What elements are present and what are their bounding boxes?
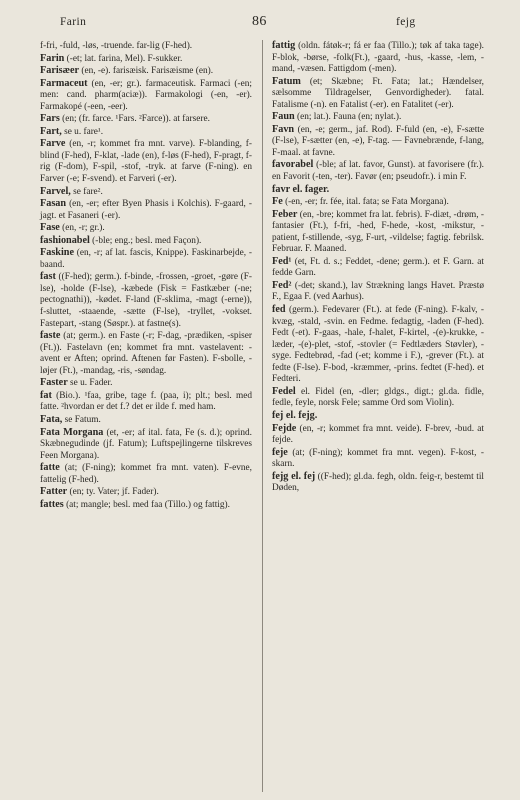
headword: Favn: [272, 123, 295, 135]
headword: Farmaceut: [40, 77, 88, 89]
dictionary-entry: [40, 126, 252, 139]
headword: fashionabel: [40, 234, 90, 246]
dictionary-entry: [40, 40, 252, 53]
dictionary-entry: [40, 377, 252, 390]
dictionary-entry: [40, 138, 252, 185]
definition-text: (en; lat.). Fauna (en; nylat.).: [294, 112, 402, 123]
headword: Fata,: [40, 413, 63, 425]
dictionary-entry: [272, 209, 484, 256]
dictionary-entry: [40, 113, 252, 126]
dictionary-entry: [272, 471, 484, 495]
headword: fat: [40, 389, 52, 401]
right-column: [272, 40, 484, 495]
headword: fejg el. fej: [272, 470, 316, 482]
headword: Farin: [40, 52, 65, 64]
definition-text: (at; germ.). en Faste (-r; F-dag, -prædiken, -spiser (Ft.)). Fastelavn (en; kommet fra mnt. vastelavent: -avent er Aften; oprind. Aftenen før Fasten). F-sbolle, -løjer (Ft.), -mandag, -ris, -søndag.: [40, 331, 252, 376]
definition-text: (oldn. fátøk-r; fá er faa (Tillo.); tøk af taka tage). F-blok, -børse, -folk(Ft.), -gaard, -hus, -kasse, -lem, -mand, -væsen. Fattigdom (-men).: [272, 41, 484, 75]
definition-text: (en, -r; kommet fra mnt. veide). F-brev, -bud. at fejde.: [272, 423, 484, 446]
definition-text: (at; (F-ning); kommet fra mnt. vegen). F-kost, -skarn.: [272, 447, 484, 470]
definition-text: (-ble; eng.; besl. med Façon).: [89, 235, 202, 246]
dictionary-entry: [272, 447, 484, 471]
dictionary-entry: [40, 427, 252, 463]
headword: fast: [40, 271, 56, 283]
definition-text: (en, -r; gr.).: [59, 223, 105, 234]
dictionary-entry: [272, 256, 484, 280]
page-number: 86: [252, 14, 267, 29]
definition-text: (en, -er; efter Byen Phasis i Kolchis). F-gaard, -jagt. et Fasaneri (-er).: [40, 199, 252, 221]
headword: favorabel: [272, 159, 314, 171]
headword: Fed²: [272, 279, 292, 291]
dictionary-entry: [272, 159, 484, 183]
dictionary-entry: [40, 222, 252, 235]
dictionary-entry: [40, 198, 252, 222]
definition-text: (en, -e; germ., jaf. Rod). F-fuld (en, -e), F-sætte (F-lse), F-sætter (en, -e), F-tag. — Favnebrænde, f-lang, F-maal. at favne.: [272, 124, 484, 158]
definition-text: (et, -er; af ital. fata, Fe (s. d.); oprind. Skæbnegudinde (jf. Fatum); Luftspejlingerne tilskreves Feen Morgana).: [40, 427, 252, 461]
definition-text: (-ble; af lat. favor, Gunst). at favorisere (fr.). en Favorit (-ten, -ter). Favør (en; pseudofr.). i min F.: [272, 160, 484, 183]
definition-text: (en, -r; kommet fra mnt. varve). F-blanding, f-blind (F-hed), F-klat, -lade (en), f-løs (F-hed), F-pragt, f-rig (F-dom), F-spil, -stof, -tryk. at farve (F-ning). en Farver (-e; F-svend). et Farveri (-er).: [40, 139, 252, 185]
definition-text: se u. fare¹.: [61, 126, 104, 137]
headword: Feber: [272, 208, 298, 220]
headword: Fe: [272, 196, 283, 208]
headword: fattig: [272, 40, 296, 51]
dictionary-entry: [40, 247, 252, 271]
headword: Fars: [40, 113, 60, 125]
dictionary-entry: [40, 499, 252, 512]
dictionary-entry: [40, 330, 252, 377]
dictionary-entry: [272, 124, 484, 160]
definition-text: (germ.). Fedevarer (Ft.). at fede (F-ning). F-kalv, -kvæg, -stald, -svin. en Fedme. fedagtig, -laden (F-hed). Fedt (-et). F-gaas, -hale, f-halet, F-kirtel, -(e)-krukke, -læder, -(e)-plet, -stof, -stovler (= Fedtlæders Støvler), -syge. Fedtebrød, -fad (-et; komme i F.), -grever (Ft.). at fedte (F-lse). F-bod, -kræmmer, -prins. fedtet (F-hed). et Fedteri.: [272, 305, 484, 385]
definition-text: (-en, -er; fr. fée, ital. fata; se Fata Morgana).: [282, 197, 449, 208]
definition-text: f-fri, -fuld, -løs, -truende. far-lig (F-hed).: [40, 41, 193, 51]
definition-text: (Bio.). ¹faa, gribe, tage f. (paa, i); plt.; besl. med fatte. ²hvordan er det f.? det er ilde f. med ham.: [40, 390, 252, 413]
dictionary-entry: [272, 111, 484, 124]
definition-text: (et; Skæbne; Ft. Fata; lat.; Hændelser, sælsomme Tildragelser, Genvordigheder). fatal. Fatalisme (-n). en Fatalist (-er). en Fatalitet (-er).: [272, 76, 484, 110]
definition-text: (at; (F-ning); kommet fra mnt. vaten). F-evne, fattelig (F-hed).: [40, 463, 252, 485]
headword: Farvel,: [40, 185, 71, 197]
headword: Fart,: [40, 125, 62, 137]
dictionary-entry: [272, 280, 484, 304]
headword: Fatum: [272, 75, 301, 87]
dictionary-entry: [272, 410, 484, 423]
definition-text: (en; ty. Vater; jf. Fader).: [67, 487, 159, 498]
column-divider: [262, 40, 263, 792]
dictionary-entry: [40, 78, 252, 114]
dictionary-entry: [40, 53, 252, 66]
dictionary-entry: [40, 414, 252, 427]
dictionary-entry: [40, 486, 252, 499]
running-head-right: fejg: [396, 16, 416, 28]
definition-text: ((F-hed); gl.da. fegh, oldn. feig-r, bestemt til Døden,: [272, 471, 485, 494]
definition-text: (en, -e). farisæisk. Farisæisme (en).: [79, 66, 214, 77]
definition-text: (-et; lat. farina, Mel). F-sukker.: [64, 53, 183, 64]
dictionary-entry: [272, 423, 484, 447]
definition-text: (en, -r; af lat. fascis, Knippe). Faskinarbejde, -baand.: [40, 248, 252, 270]
definition-text: (at; mangle; besl. med faa (Tillo.) og fattig).: [63, 499, 230, 510]
definition-text: el. Fidel (en, -dler; gldgs., digt.; gl.da. fidle, fedle, feyle, norsk Fele; samme Ord som Violin).: [272, 386, 484, 409]
headword: Fejde: [272, 422, 297, 434]
headword: Farve: [40, 138, 66, 150]
definition-text: (en, -bre; kommet fra lat. febris). F-diæt, -drøm, -fantasier (Ft.), f-fri, -hed, F-hede, -kost, -mikstur, -patient, f-stillende, -syg, F-urt, -vildelse; fagtig. febrilsk. Februar. F. Maaned.: [272, 209, 484, 255]
dictionary-entry: [272, 184, 484, 197]
dictionary-entry: [40, 462, 252, 486]
definition-text: (-det; skand.), lav Strækning langs Havet. Præstø F., Egaa F. (ved Aarhus).: [272, 280, 484, 303]
definition-text: se fare².: [70, 186, 103, 197]
dictionary-entry: [40, 65, 252, 78]
definition-text: (et, Ft. d. s.; Feddet, -dene; germ.). et F. Garn. at fedde Garn.: [272, 256, 484, 279]
headword: Fata Morgana: [40, 426, 104, 438]
headword: Fed¹: [272, 255, 292, 267]
definition-text: se Fatum.: [62, 414, 101, 425]
headword: Faster: [40, 377, 68, 389]
dictionary-entry: [272, 40, 484, 76]
headword: Fase: [40, 222, 60, 234]
headword: feje: [272, 446, 288, 458]
headword: fattes: [40, 498, 64, 510]
dictionary-entry: [272, 386, 484, 410]
dictionary-entry: [40, 271, 252, 330]
definition-text: (en; (fr. farce. ¹Fars. ²Farce)). at farsere.: [59, 114, 210, 125]
headword: Faskine: [40, 247, 74, 259]
dictionary-entry: [40, 390, 252, 414]
left-column: [40, 40, 252, 511]
dictionary-entry: [272, 76, 484, 112]
headword: fej el. fejg.: [272, 409, 318, 421]
headword: Faun: [272, 111, 295, 123]
definition-text: ((F-hed); germ.). f-binde, -frossen, -groet, -gøre (F-lse), -holde (F-lse), -kæbede (Fisk = Fastkæber (-ne; pectognathi)), -kødet. F-land (F-sklima, -magt (-erne)), f-sluttet, -staaende, -sætte (F-lse), -tryllet, -vokset. Fastepart, -stang (Søspr.). at fastne(s).: [40, 272, 252, 329]
headword: Fatter: [40, 486, 68, 498]
headword: faste: [40, 330, 61, 342]
running-head-left: Farin: [60, 16, 87, 28]
definition-text: (en, -er; gr.). farmaceutisk. Farmaci (-en; men: cand. pharm(aciæ)). Farmakologi (-en, -er). Farmakopé (-een, -eer).: [40, 78, 252, 112]
headword: favr el. fager.: [272, 183, 330, 195]
definition-text: se u. Fader.: [67, 378, 113, 389]
dictionary-entry: [40, 186, 252, 199]
headword: fed: [272, 304, 286, 316]
dictionary-entry: [272, 196, 484, 209]
dictionary-entry: [40, 235, 252, 248]
headword: Fasan: [40, 198, 67, 210]
headword: fatte: [40, 462, 60, 474]
dictionary-entry: [272, 304, 484, 386]
headword: Farisæer: [40, 65, 80, 77]
headword: Fedel: [272, 385, 296, 397]
